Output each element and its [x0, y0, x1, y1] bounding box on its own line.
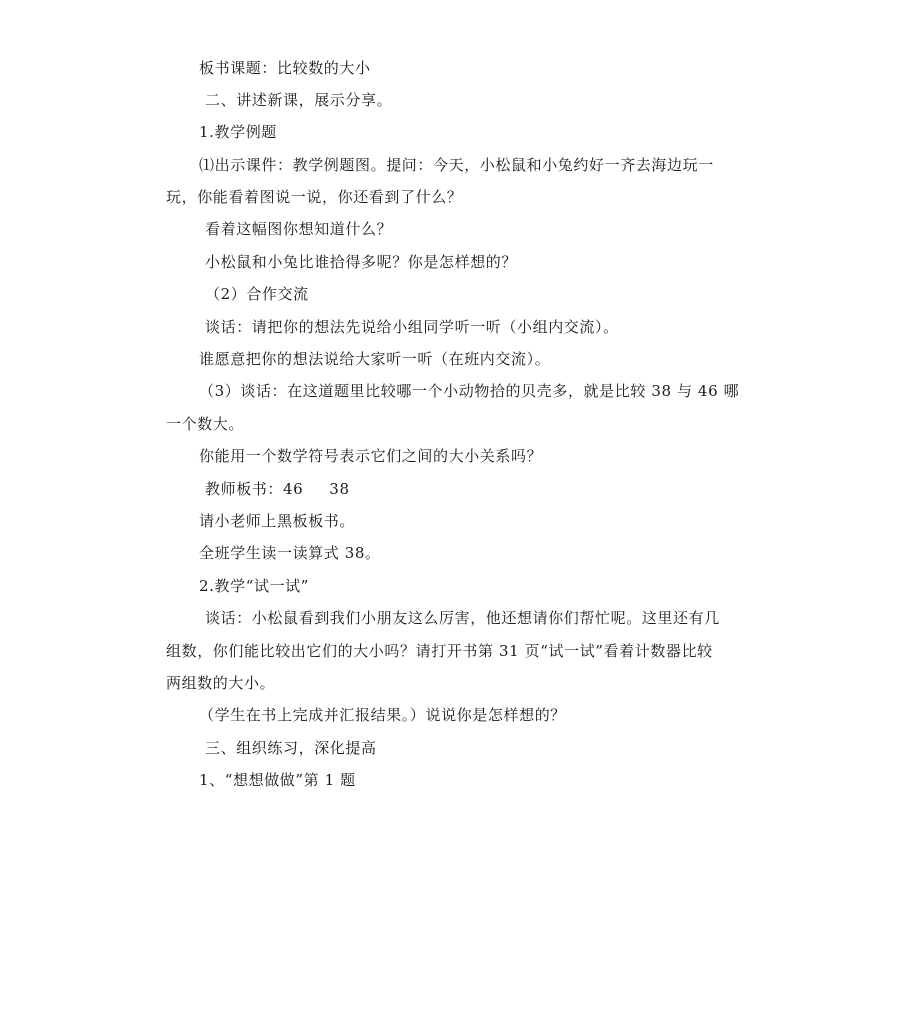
paragraph-line: 全班学生读一读算式 38。 — [199, 544, 381, 562]
subheading-cooperation: （2）合作交流 — [205, 285, 309, 303]
paragraph-line: 组数，你们能比较出它们的大小吗？请打开书第 31 页“试一试”看着计数器比较 — [166, 642, 713, 660]
paragraph-line: 一个数大。 — [166, 415, 245, 433]
paragraph-line: （3）谈话：在这道题里比较哪一个小动物拾的贝壳多，就是比较 38 与 46 哪 — [199, 382, 740, 400]
paragraph-line: 请小老师上黑板板书。 — [199, 512, 356, 530]
paragraph-line: ⑴出示课件：教学例题图。提问：今天，小松鼠和小兔约好一齐去海边玩一 — [199, 156, 714, 174]
section-heading-practice: 三、组织练习，深化提高 — [205, 739, 377, 757]
teacher-board-label: 教师板书：46 — [205, 480, 304, 498]
paragraph-line: 小松鼠和小兔比谁拾得多呢？你是怎样想的？ — [205, 253, 518, 271]
paragraph-line: 你能用一个数学符号表示它们之间的大小关系吗？ — [199, 447, 543, 465]
paragraph-line: 看着这幅图你想知道什么？ — [205, 220, 393, 238]
subheading-try: 2.教学“试一试” — [199, 577, 310, 595]
exercise-item: 1、“想想做做”第 1 题 — [199, 771, 356, 789]
section-heading-new-lesson: 二、讲述新课，展示分享。 — [205, 91, 393, 109]
paragraph-line: （学生在书上完成并汇报结果。）说说你是怎样想的？ — [199, 706, 566, 724]
paragraph-line: 玩，你能看着图说一说，你还看到了什么？ — [166, 188, 463, 206]
teacher-board-value: 38 — [329, 480, 350, 498]
paragraph-line: 两组数的大小。 — [166, 674, 276, 692]
paragraph-line: 谈话：请把你的想法先说给小组同学听一听（小组内交流）。 — [205, 318, 619, 336]
board-title-line: 板书课题：比较数的大小 — [199, 59, 371, 77]
paragraph-line: 谁愿意把你的想法说给大家听一听（在班内交流）。 — [199, 350, 551, 368]
paragraph-line: 谈话：小松鼠看到我们小朋友这么厉害，他还想请你们帮忙呢。这里还有几 — [205, 609, 720, 627]
teacher-board-line — [205, 479, 350, 499]
subheading-example: 1.教学例题 — [199, 123, 277, 141]
